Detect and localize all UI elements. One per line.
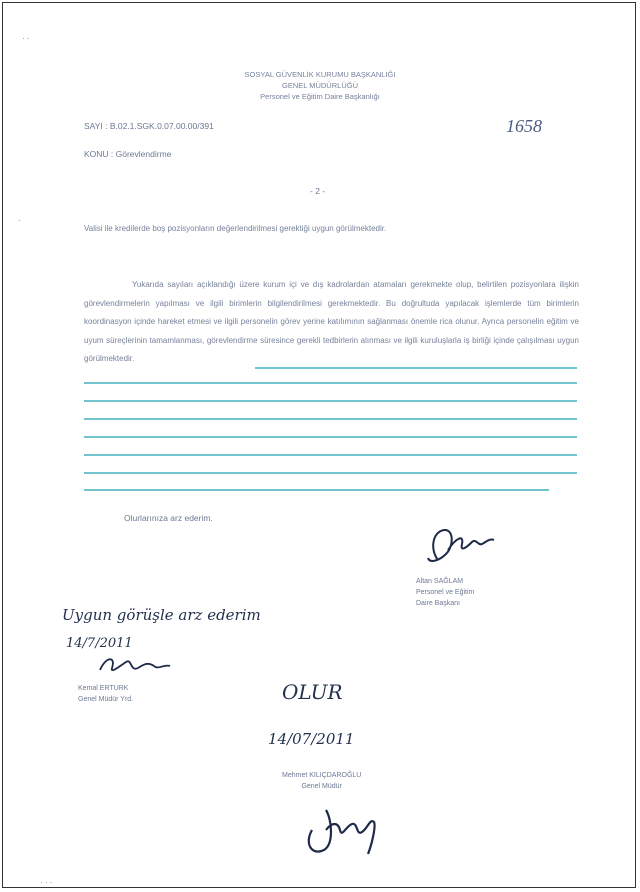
signatory-title-2: Daire Başkanı bbox=[416, 600, 460, 607]
highlight-underline bbox=[84, 489, 549, 491]
approval-date: 14/07/2011 bbox=[268, 730, 355, 748]
reviewer-title: Genel Müdür Yrd. bbox=[78, 696, 134, 703]
scan-speck: · · · bbox=[40, 878, 53, 887]
reviewer-block bbox=[78, 683, 133, 705]
approval-name: Mehmet KILIÇDAROĞLU bbox=[282, 772, 362, 779]
konu-line: KONU : Görevlendirme bbox=[84, 149, 172, 159]
approval-olur: OLUR bbox=[282, 680, 343, 704]
highlight-underline bbox=[84, 400, 577, 402]
header-line-3: Personel ve Eğitim Daire Başkanlığı bbox=[260, 92, 380, 101]
closing-line: Olurlarınıza arz ederim. bbox=[124, 513, 213, 523]
highlight-underline bbox=[255, 367, 577, 369]
highlight-underline bbox=[84, 382, 577, 384]
reviewer-name: Kemal ERTÜRK bbox=[78, 685, 129, 692]
highlight-underline bbox=[84, 454, 577, 456]
sayi-line: SAYI : B.02.1.SGK.0.07.00.00/391 bbox=[84, 121, 214, 131]
handwritten-note: Uygun görüşle arz ederim bbox=[62, 606, 261, 624]
scan-speck: · · bbox=[22, 34, 30, 43]
signatory-name: Altan SAĞLAM bbox=[416, 578, 464, 585]
highlight-underline bbox=[84, 472, 577, 474]
intro-paragraph: Valisi ile kredilerde boş pozisyonların değerlendirilmesi gerektiği uygun görülmektedir. bbox=[84, 224, 387, 233]
highlight-underline bbox=[84, 418, 577, 420]
signatory-signature bbox=[420, 520, 500, 580]
approval-block bbox=[282, 770, 361, 792]
highlight-underline bbox=[84, 436, 577, 438]
body-paragraph: Yukarıda sayıları açıklandığı üzere kurum içi ve dış kadrolardan atamaları gerekmekte olup, belirtilen pozisyonlara ilişkin görevlendirmelerin yapılması ve ilgili birimlerin bilgilendirilmesi gerekmektedir. Bu doğrultuda yapılacak işlemlerde tüm birimlerin koordinasyon içinde hareket etmesi ve ilgili personelin görev yerine katılımının sağlanması önemle rica olunur. Ayrıca personelin eğitim ve uyum süreçlerinin tamamlanması, görevlendirme süresince gerekli tedbirlerin alınması ve ilgili kuruluşlarla iş birliği içinde çalışılması uygun görülmektedir. bbox=[84, 280, 579, 363]
header-line-1: SOSYAL GÜVENLİK KURUMU BAŞKANLIĞI bbox=[244, 70, 396, 79]
signatory-title-1: Personel ve Eğitim bbox=[416, 589, 475, 596]
signatory-block bbox=[416, 576, 474, 609]
reviewer-date: 14/7/2011 bbox=[66, 636, 133, 651]
reviewer-signature bbox=[96, 650, 176, 680]
page-marker: - 2 - bbox=[310, 186, 326, 196]
document-number: 1658 bbox=[506, 116, 542, 136]
scan-speck: · bbox=[18, 216, 21, 225]
approval-title: Genel Müdür bbox=[301, 783, 342, 790]
approval-signature bbox=[298, 800, 388, 862]
header-line-2: GENEL MÜDÜRLÜĞÜ bbox=[282, 81, 358, 90]
